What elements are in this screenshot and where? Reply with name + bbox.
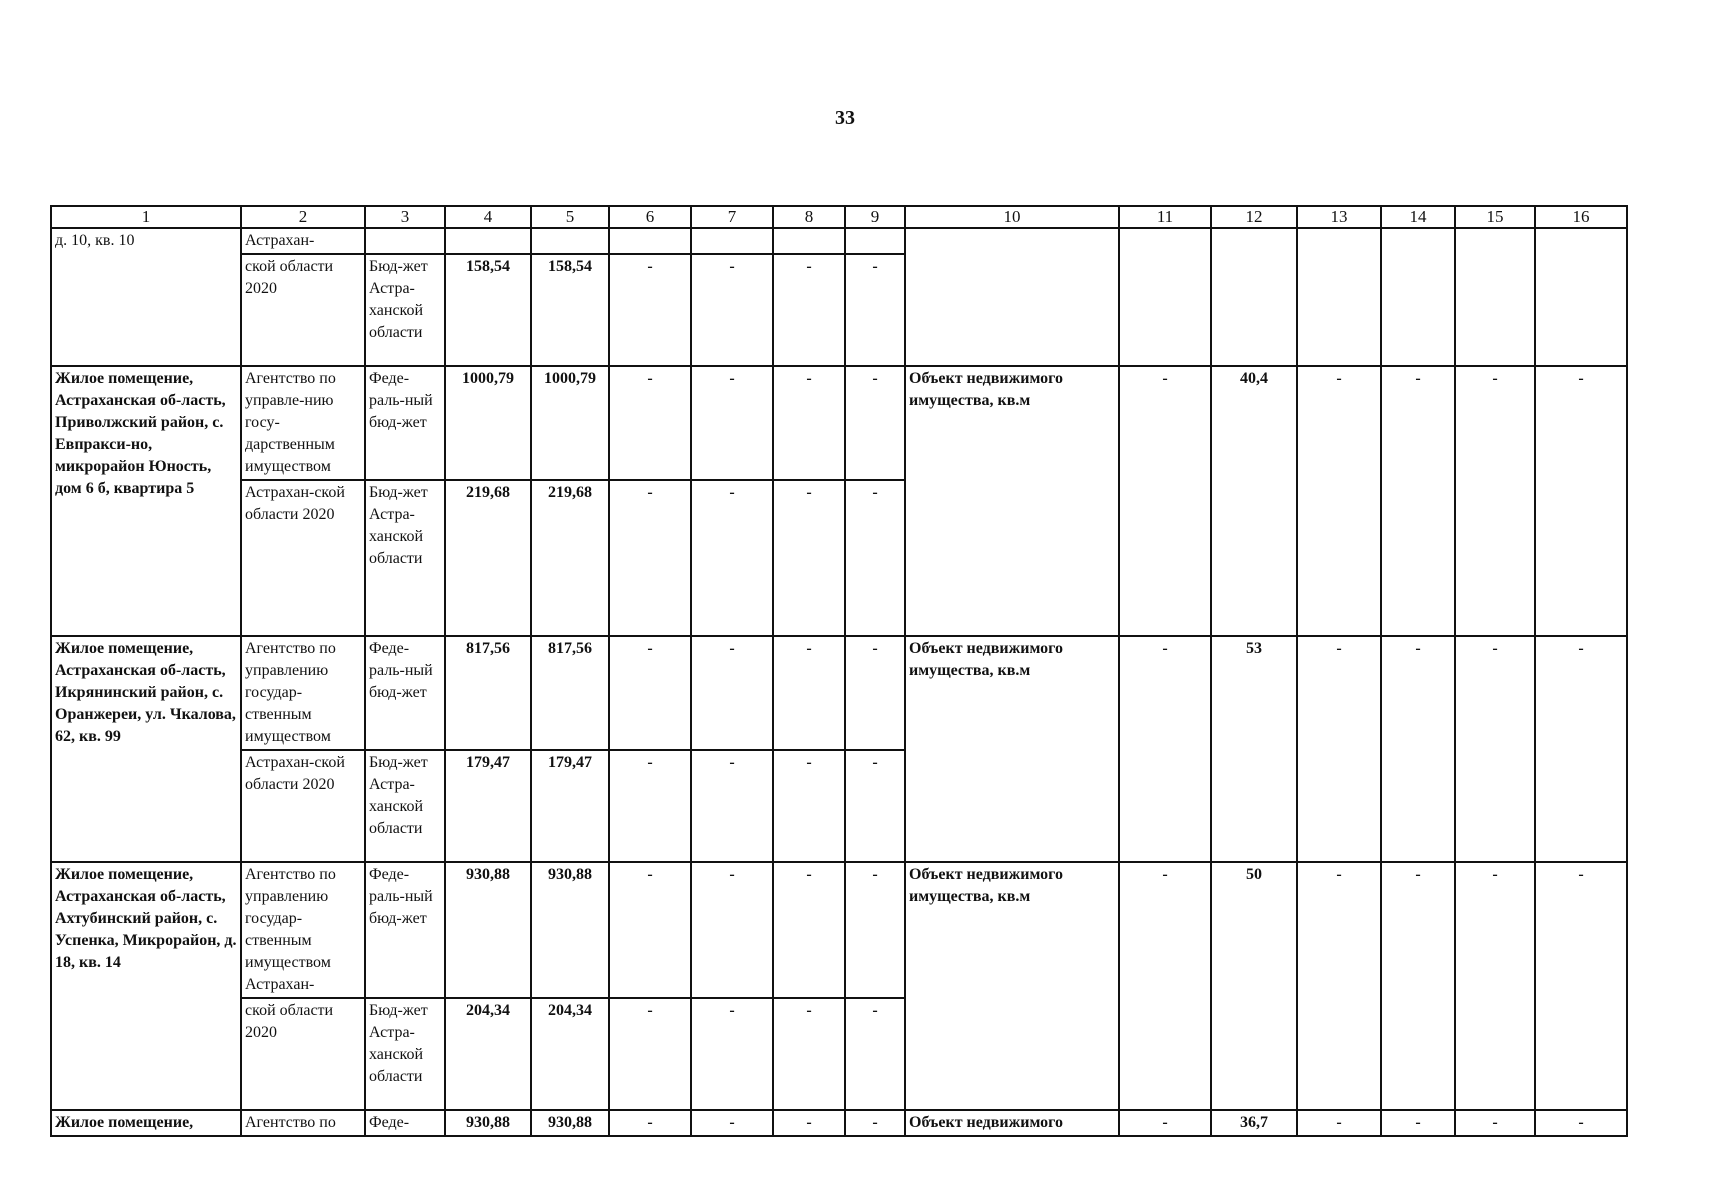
value-cell: 36,7 [1211,1110,1297,1136]
value-cell: - [1119,636,1211,862]
value-cell: - [1297,366,1381,636]
header-cell: 4 [445,206,531,228]
value-cell: - [773,254,845,366]
value-cell: - [773,1110,845,1136]
table-row [51,636,1627,750]
header-cell: 11 [1119,206,1211,228]
funding-source-cell: Бюд-жет Астра-ханской области [365,750,445,862]
page-number: 33 [835,107,855,129]
value-cell: 158,54 [531,254,609,366]
value-cell: - [691,998,773,1110]
value-cell: - [1381,636,1455,862]
funding-source-cell: Феде- [365,1110,445,1136]
value-cell: 930,88 [531,1110,609,1136]
value-cell: - [691,254,773,366]
value-cell: - [609,366,691,480]
header-cell: 9 [845,206,905,228]
value-cell: - [691,480,773,636]
value-cell: 158,54 [445,254,531,366]
value-cell [773,228,845,254]
value-cell: - [1119,862,1211,1110]
value-cell: - [1297,862,1381,1110]
value-cell: - [1535,636,1627,862]
value-cell: - [609,636,691,750]
value-cell: - [691,1110,773,1136]
value-cell: - [773,366,845,480]
agency-cell: Агентство по управлению государ-ственным имуществом Астрахан- [241,862,365,998]
value-cell [1119,228,1211,366]
header-cell: 10 [905,206,1119,228]
value-cell [1211,228,1297,366]
agency-cell: Агентство по управлению государ-ственным имуществом [241,636,365,750]
value-cell: 50 [1211,862,1297,1110]
value-cell [845,228,905,254]
value-cell: 179,47 [531,750,609,862]
table-row [51,1110,1627,1136]
value-cell: - [609,254,691,366]
header-cell: 13 [1297,206,1381,228]
indicator-cell: Объект недвижимого имущества, кв.м [905,862,1119,1110]
agency-cell: Астрахан-ской области 2020 [241,750,365,862]
funding-source-cell: Феде-раль-ный бюд-жет [365,366,445,480]
funding-source-cell: Феде-раль-ный бюд-жет [365,862,445,998]
header-cell: 2 [241,206,365,228]
header-cell: 3 [365,206,445,228]
agency-cell: ской области 2020 [241,254,365,366]
value-cell [609,228,691,254]
value-cell: - [1381,862,1455,1110]
value-cell: 204,34 [445,998,531,1110]
value-cell: - [1297,1110,1381,1136]
value-cell: 930,88 [445,862,531,998]
value-cell [1535,228,1627,366]
value-cell: - [691,750,773,862]
value-cell: - [1535,366,1627,636]
value-cell: 1000,79 [531,366,609,480]
value-cell: - [845,1110,905,1136]
header-cell: 5 [531,206,609,228]
value-cell: - [773,636,845,750]
value-cell [531,228,609,254]
value-cell: - [1535,862,1627,1110]
value-cell: - [1119,1110,1211,1136]
value-cell: - [609,480,691,636]
value-cell: - [691,366,773,480]
value-cell: - [845,862,905,998]
indicator-cell: Объект недвижимого [905,1110,1119,1136]
value-cell: 179,47 [445,750,531,862]
value-cell: - [845,636,905,750]
table-row [51,862,1627,998]
value-cell: - [1297,636,1381,862]
funding-source-cell [365,228,445,254]
value-cell: - [1455,1110,1535,1136]
header-row [51,206,1627,228]
value-cell: - [773,998,845,1110]
value-cell: - [773,750,845,862]
value-cell: - [1381,1110,1455,1136]
header-cell: 16 [1535,206,1627,228]
funding-source-cell: Бюд-жет Астра-ханской области [365,254,445,366]
value-cell: 219,68 [531,480,609,636]
indicator-cell: Объект недвижимого имущества, кв.м [905,636,1119,862]
header-cell: 8 [773,206,845,228]
object-cell: Жилое помещение, [51,1110,241,1136]
value-cell [1381,228,1455,366]
value-cell: - [845,750,905,862]
agency-cell: Астрахан-ской области 2020 [241,480,365,636]
value-cell: - [845,480,905,636]
value-cell: - [1455,636,1535,862]
value-cell: - [845,998,905,1110]
object-cell: Жилое помещение, Астраханская об-ласть, Ахтубинский район, с. Успенка, Микрорайон, д. 18, кв. 14 [51,862,241,1110]
value-cell: 40,4 [1211,366,1297,636]
value-cell: - [1381,366,1455,636]
table-row [51,228,1627,254]
header-cell: 1 [51,206,241,228]
value-cell: - [845,366,905,480]
value-cell: - [773,480,845,636]
object-cell: Жилое помещение, Астраханская об-ласть, Приволжский район, с. Евпракси-но, микрорайон Юность, дом 6 б, квартира 5 [51,366,241,636]
value-cell: - [609,1110,691,1136]
value-cell: 204,34 [531,998,609,1110]
agency-cell: Агентство по [241,1110,365,1136]
value-cell: 930,88 [531,862,609,998]
value-cell [1455,228,1535,366]
value-cell: 53 [1211,636,1297,862]
indicator-cell: Объект недвижимого имущества, кв.м [905,366,1119,636]
object-cell: Жилое помещение, Астраханская об-ласть, Икрянинский район, с. Оранжереи, ул. Чкалова, 62, кв. 99 [51,636,241,862]
value-cell: - [1455,366,1535,636]
budget-table [50,205,1628,1137]
value-cell: - [773,862,845,998]
header-cell: 12 [1211,206,1297,228]
funding-source-cell: Бюд-жет Астра-ханской области [365,480,445,636]
header-cell: 15 [1455,206,1535,228]
value-cell: - [845,254,905,366]
value-cell: - [691,862,773,998]
value-cell: - [691,636,773,750]
value-cell: 817,56 [445,636,531,750]
table-row [51,366,1627,480]
indicator-cell [905,228,1119,366]
funding-source-cell: Бюд-жет Астра-ханской области [365,998,445,1110]
value-cell: 219,68 [445,480,531,636]
header-cell: 14 [1381,206,1455,228]
value-cell: 817,56 [531,636,609,750]
value-cell: - [609,750,691,862]
header-cell: 7 [691,206,773,228]
funding-source-cell: Феде-раль-ный бюд-жет [365,636,445,750]
agency-cell: Агентство по управле-нию госу-дарственным имуществом [241,366,365,480]
agency-cell: Астрахан- [241,228,365,254]
value-cell [1297,228,1381,366]
value-cell: - [609,862,691,998]
value-cell: 1000,79 [445,366,531,480]
value-cell: 930,88 [445,1110,531,1136]
object-cell: д. 10, кв. 10 [51,228,241,366]
agency-cell: ской области 2020 [241,998,365,1110]
value-cell: - [609,998,691,1110]
header-cell: 6 [609,206,691,228]
value-cell: - [1119,366,1211,636]
value-cell: - [1455,862,1535,1110]
value-cell: - [1535,1110,1627,1136]
value-cell [445,228,531,254]
value-cell [691,228,773,254]
